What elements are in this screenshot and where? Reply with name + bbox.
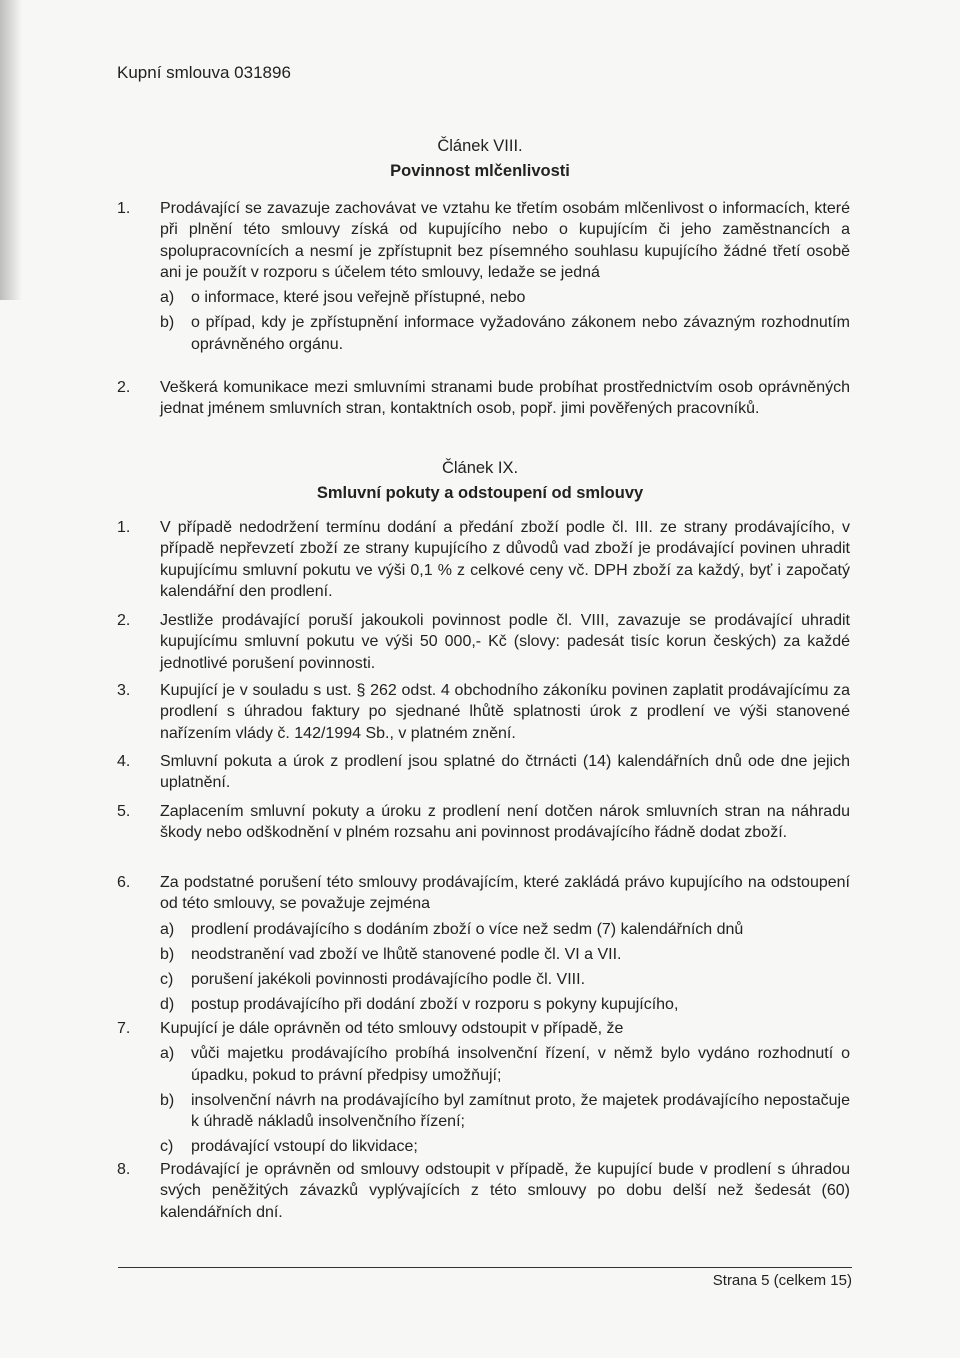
page-number: Strana 5 (celkem 15) [712, 1272, 852, 1289]
article-8-item-1 [117, 198, 850, 355]
article-9-item-7 [117, 1018, 850, 1158]
item-text: Za podstatné porušení této smlouvy prodávajícím, které zakládá právo kupujícího na odstoupení od této smlouvy, se považuje zejména [160, 874, 850, 913]
document-header: Kupní smlouva 031896 [117, 63, 291, 82]
sub-item-c [160, 1136, 850, 1157]
sub-text: insolvenční návrh na prodávajícího byl zamítnut proto, že majetek prodávajícího nepostačuje k úhradě nákladů insolvenčního řízení; [191, 1091, 850, 1131]
item-number: 1. [117, 519, 131, 536]
item-number: 7. [117, 1020, 131, 1037]
article-9-item-1 [117, 517, 850, 602]
sub-letter: c) [160, 1138, 174, 1156]
article-9-item-5 [117, 801, 850, 844]
item-number: 8. [117, 1161, 131, 1178]
article-8-item-2 [117, 377, 850, 420]
item-number: 2. [117, 612, 131, 629]
item-number: 5. [117, 803, 131, 820]
article-9-item-8 [117, 1159, 850, 1223]
article-9-item-6 [117, 872, 850, 1016]
sub-letter: a) [160, 1045, 175, 1063]
item-text: Zaplacením smluvní pokuty a úroku z prodlení není dotčen nárok smluvních stran na náhradu škody nebo odškodnění v plném rozsahu ani povinnost prodávajícího řádně dodat zboží. [160, 803, 850, 842]
item-number: 2. [117, 379, 131, 396]
item-text: Jestliže prodávající poruší jakoukoli povinnost podle čl. VIII, zavazuje se prodávající uhradit kupujícímu smluvní pokutu ve výši 50 000,- Kč (slovy: padesát tisíc korun českých) za každé jednotlivé porušení povinnosti. [160, 612, 850, 672]
item-number: 6. [117, 874, 131, 891]
item-text: Prodávající se zavazuje zachovávat ve vztahu ke třetím osobám mlčenlivost o informacích, které při plnění této smlouvy získá od kupujícího nebo o kupujícím či jeho zaměstnancích a spolupracovnících a nesmí je zpřístupnit bez písemného souhlasu kupujícího žádné třetí osobě ani je použít v rozporu s účelem této smlouvy, ledaže se jedná [160, 200, 850, 281]
sub-letter: b) [160, 314, 175, 332]
footer-divider [118, 1267, 852, 1268]
sub-text: prodávající vstoupí do likvidace; [191, 1138, 418, 1156]
sub-item-c [160, 969, 850, 990]
item-text: V případě nedodržení termínu dodání a předání zboží podle čl. III. ze strany prodávajícího, v případě nepřevzetí zboží ze strany kupujícího z důvodů vad zboží je prodávající povinen uhradit kupujícímu smluvní pokutu ve výši 0,1 % z celkové ceny vč. DPH zboží za každý, byť i započatý kalendářní den prodlení. [160, 519, 850, 600]
sub-text: prodlení prodávajícího s dodáním zboží o více než sedm (7) kalendářních dnů [191, 920, 744, 938]
item-text: Kupující je dále oprávněn od této smlouvy odstoupit v případě, že [160, 1020, 624, 1037]
article-8-number: Článek VIII. [437, 137, 523, 155]
article-9-item-4 [117, 751, 850, 794]
item-text: Kupující je v souladu s ust. § 262 odst. 4 obchodního zákoníku povinen zaplatit prodávajícímu za prodlení s úhradou faktury po sjednané lhůtě splatnosti úrok z prodlení ve výši stanovené nařízením vlády č. 142/1994 Sb., v platném znění. [160, 682, 850, 742]
sub-item-a [160, 1043, 850, 1086]
item-text: Prodávající je oprávněn od smlouvy odstoupit v případě, že kupující bude v prodlení s úhradou svých peněžitých závazků vyplývajících z této smlouvy po dobu delší než šedesát (60) kalendářních dní. [160, 1161, 850, 1221]
item-number: 4. [117, 753, 131, 770]
sub-item-d [160, 994, 850, 1015]
article-9-item-3 [117, 680, 850, 744]
sub-item-b [160, 1090, 850, 1133]
article-8-title: Povinnost mlčenlivosti [390, 162, 570, 180]
sub-letter: c) [160, 971, 174, 989]
sub-letter: a) [160, 920, 175, 938]
item-text: Smluvní pokuta a úrok z prodlení jsou splatné do čtrnácti (14) kalendářních dnů ode dne jejich uplatnění. [160, 753, 850, 792]
sub-text: neodstranění vad zboží ve lhůtě stanovené podle čl. VI a VII. [191, 945, 622, 963]
sub-text: o případ, kdy je zpřístupnění informace vyžadováno zákonem nebo závazným rozhodnutím oprávněného orgánu. [191, 314, 850, 353]
sub-letter: d) [160, 996, 175, 1014]
sub-item-b [160, 944, 850, 965]
sub-text: o informace, které jsou veřejně přístupné, nebo [191, 289, 526, 307]
sub-text: porušení jakékoli povinnosti prodávajícího podle čl. VIII. [191, 971, 586, 989]
sub-letter: b) [160, 1091, 175, 1109]
item-number: 1. [117, 200, 131, 217]
sub-text: postup prodávajícího při dodání zboží v rozporu s pokyny kupujícího, [191, 996, 679, 1014]
article-9-title: Smluvní pokuty a odstoupení od smlouvy [316, 484, 644, 502]
sub-item-a [160, 287, 850, 308]
sub-letter: b) [160, 945, 175, 963]
sub-item-b [160, 312, 850, 355]
sub-text: vůči majetku prodávajícího probíhá insolvenční řízení, v němž bylo vydáno rozhodnutí o úpadku, pokud to právní předpisy umožňují; [191, 1045, 850, 1084]
article-9-item-2 [117, 610, 850, 674]
item-number: 3. [117, 682, 131, 699]
item-text: Veškerá komunikace mezi smluvními stranami bude probíhat prostřednictvím osob oprávněných jednat jménem smluvních stran, kontaktních osob, popř. jimi pověřených pracovníků. [160, 379, 850, 418]
article-9-number: Článek IX. [441, 459, 519, 477]
sub-letter: a) [160, 289, 175, 307]
sub-item-a [160, 919, 850, 940]
